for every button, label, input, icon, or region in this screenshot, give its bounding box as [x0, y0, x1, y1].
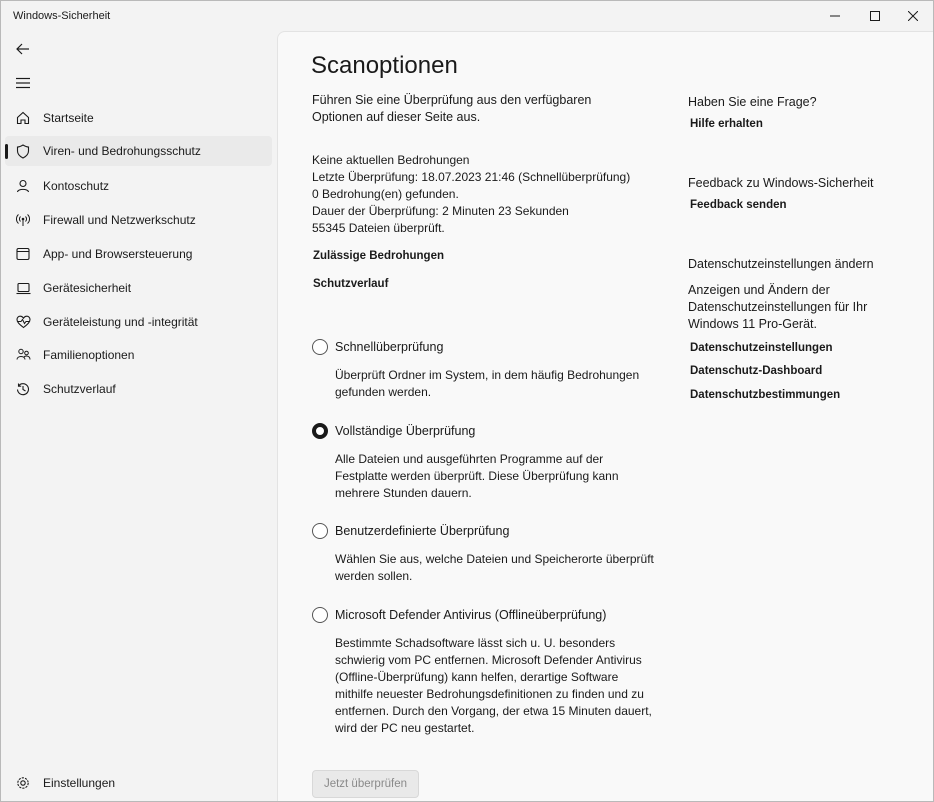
- window-title: Windows-Sicherheit: [13, 10, 111, 22]
- option-description: Bestimmte Schadsoftware lässt sich u. U. besonders schwierig vom PC entfernen. Microsoft Defender Antivirus (Offline-Überprüfung) kann helfen, derartige Software mithilfe neuester Bedrohungsdefinitionen zu finden und zu entfernen. Durch den Vorgang, der etwa 15 Minuten dauert, wird der PC neu gestartet.: [335, 636, 652, 735]
- sidebar-item-schutzverlauf[interactable]: [5, 374, 272, 404]
- option-label: Microsoft Defender Antivirus (Offlineüberprüfung): [335, 608, 607, 622]
- sidebar-item-app-browser[interactable]: [5, 239, 272, 269]
- privacy-heading: Datenschutzeinstellungen ändern: [688, 257, 874, 271]
- status-line: Letzte Überprüfung: 18.07.2023 21:46 (Schnellüberprüfung): [312, 170, 631, 184]
- menu-button[interactable]: [7, 68, 39, 98]
- minimize-icon: [830, 11, 840, 21]
- page-title: Scanoptionen: [311, 52, 458, 79]
- heart-pulse-icon: [15, 314, 31, 330]
- privacy-dashboard-link[interactable]: Datenschutz-Dashboard: [690, 365, 823, 377]
- option-description: Überprüft Ordner im System, in dem häufig Bedrohungen gefunden werden.: [335, 368, 640, 399]
- sidebar-item-label: Geräteleistung und -integrität: [43, 315, 198, 329]
- sidebar-item-label: Familienoptionen: [43, 348, 135, 362]
- status-line: Keine aktuellen Bedrohungen: [312, 153, 470, 167]
- scan-option-quick[interactable]: [312, 339, 672, 409]
- settings-label: Einstellungen: [43, 776, 116, 790]
- option-label: Schnellüberprüfung: [335, 340, 444, 354]
- sidebar-item-kontoschutz[interactable]: [5, 171, 272, 201]
- laptop-icon: [15, 280, 31, 296]
- family-icon: [15, 347, 31, 363]
- scan-option-custom[interactable]: [312, 523, 672, 593]
- sidebar-item-viren[interactable]: [5, 136, 272, 166]
- sidebar-item-firewall[interactable]: [5, 205, 272, 235]
- minimize-button[interactable]: [818, 1, 852, 31]
- sidebar-item-label: Firewall und Netzwerkschutz: [43, 213, 196, 227]
- privacy-settings-link[interactable]: Datenschutzeinstellungen: [690, 342, 833, 354]
- person-icon: [15, 178, 31, 194]
- status-line: 0 Bedrohung(en) gefunden.: [312, 187, 459, 201]
- feedback-link[interactable]: Feedback senden: [690, 199, 787, 211]
- option-description: Wählen Sie aus, welche Dateien und Speicherorte überprüft werden sollen.: [335, 552, 654, 583]
- maximize-button[interactable]: [858, 1, 892, 31]
- sidebar-item-label: Startseite: [43, 111, 94, 125]
- maximize-icon: [870, 11, 880, 21]
- back-arrow-icon: [16, 43, 30, 55]
- question-heading: Haben Sie eine Frage?: [688, 95, 817, 109]
- status-line: 55345 Dateien überprüft.: [312, 221, 445, 235]
- sidebar-item-label: App- und Browsersteuerung: [43, 247, 193, 261]
- history-icon: [15, 381, 31, 397]
- close-button[interactable]: [896, 1, 930, 31]
- sidebar-item-label: Kontoschutz: [43, 179, 110, 193]
- sidebar-item-label: Gerätesicherheit: [43, 281, 132, 295]
- radio-quick-scan[interactable]: [312, 339, 328, 355]
- scan-now-button[interactable]: Jetzt überprüfen: [312, 770, 419, 798]
- shield-icon: [15, 143, 31, 159]
- sidebar-item-familienoptionen[interactable]: [5, 340, 272, 370]
- scan-option-offline[interactable]: [312, 607, 672, 747]
- selection-indicator: [5, 144, 8, 159]
- home-icon: [15, 110, 31, 126]
- privacy-text: Anzeigen und Ändern der Datenschutzeinstellungen für Ihr Windows 11 Pro-Gerät.: [688, 283, 868, 331]
- radio-offline-scan[interactable]: [312, 607, 328, 623]
- title-bar: [1, 1, 933, 31]
- back-button[interactable]: [7, 34, 39, 64]
- option-description: Alle Dateien und ausgeführten Programme auf der Festplatte werden überprüft. Diese Überprüfung kann mehrere Stunden dauern.: [335, 452, 619, 500]
- sidebar-item-einstellungen[interactable]: [5, 768, 272, 798]
- intro-text: Führen Sie eine Überprüfung aus den verfügbaren Optionen auf dieser Seite aus.: [312, 93, 592, 124]
- sidebar-item-label: Viren- und Bedrohungsschutz: [43, 144, 201, 158]
- sidebar-item-startseite[interactable]: [5, 103, 272, 133]
- option-label: Benutzerdefinierte Überprüfung: [335, 524, 510, 538]
- radio-full-scan[interactable]: [312, 423, 328, 439]
- hamburger-icon: [16, 77, 30, 89]
- sidebar-item-geraeteleistung[interactable]: [5, 307, 272, 337]
- protection-history-link[interactable]: Schutzverlauf: [313, 278, 389, 290]
- sidebar-item-geraetesicherheit[interactable]: [5, 273, 272, 303]
- radio-custom-scan[interactable]: [312, 523, 328, 539]
- sidebar: [1, 31, 277, 801]
- gear-icon: [15, 775, 31, 791]
- help-link[interactable]: Hilfe erhalten: [690, 118, 763, 130]
- antenna-icon: [15, 212, 31, 228]
- sidebar-item-label: Schutzverlauf: [43, 382, 116, 396]
- scan-status: [312, 152, 672, 237]
- option-label: Vollständige Überprüfung: [335, 424, 476, 438]
- app-window-icon: [15, 246, 31, 262]
- privacy-statement-link[interactable]: Datenschutzbestimmungen: [690, 389, 841, 401]
- close-icon: [908, 11, 918, 21]
- status-line: Dauer der Überprüfung: 2 Minuten 23 Sekunden: [312, 204, 569, 218]
- scan-option-full[interactable]: [312, 423, 672, 508]
- main-content: [277, 31, 933, 801]
- feedback-heading: Feedback zu Windows-Sicherheit: [688, 176, 874, 190]
- allowed-threats-link[interactable]: Zulässige Bedrohungen: [313, 250, 444, 262]
